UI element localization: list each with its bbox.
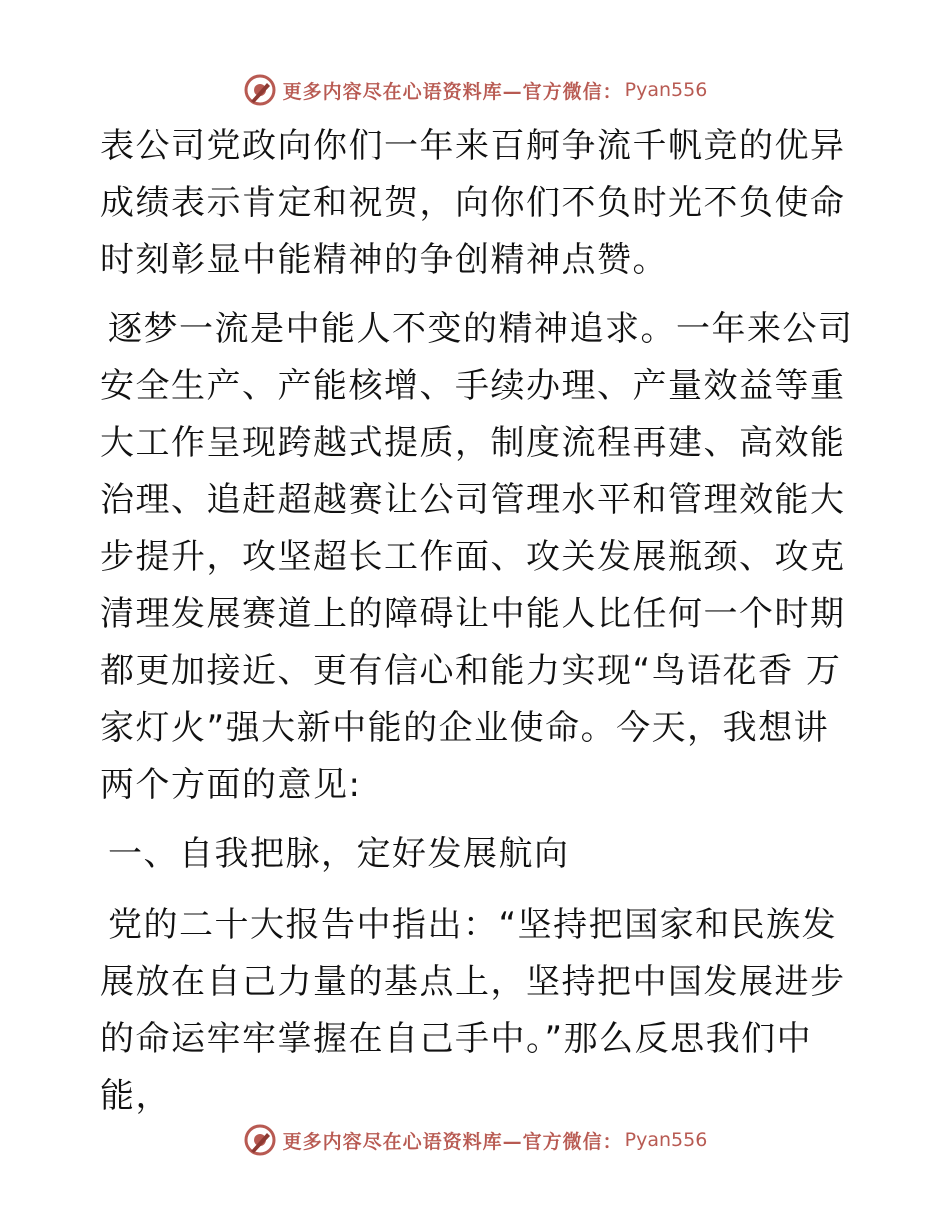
section-heading: 一、自我把脉，定好发展航向 bbox=[108, 834, 570, 874]
paragraph-1: 表公司党政向你们一年来百舸争流千帆竞的优异成绩表示肯定和祝贺，向你们不负时光不负使命时刻彰显中能精神的争创精神点赞。 bbox=[100, 126, 846, 280]
watermark-text: 更多内容尽在心语资料库—官方微信： bbox=[282, 80, 623, 103]
footer-watermark bbox=[0, 1120, 950, 1160]
paragraph-3: 党的二十大报告中指出：“坚持把国家和民族发展放在自己力量的基点上，坚持把中国发展进步的命运牢牢掌握在自己手中。”那么反思我们中能， bbox=[100, 905, 846, 1116]
brush-logo-icon bbox=[243, 1123, 277, 1157]
header-watermark bbox=[0, 70, 950, 110]
watermark-contact: Pyan556 bbox=[624, 79, 708, 101]
watermark-contact: Pyan556 bbox=[624, 1129, 708, 1151]
paragraph-2: 逐梦一流是中能人不变的精神追求。一年来公司安全生产、产能核增、手续办理、产量效益等重大工作呈现跨越式提质，制度流程再建、高效能治理、追赶超越赛让公司管理水平和管理效能大步提升，攻坚超长工作面、攻关发展瓶颈、攻克清理发展赛道上的障碍让中能人比任何一个时期都更加接近、更有信心和能力实现“鸟语花香 万家灯火”强大新中能的企业使命。今天，我想讲两个方面的意见: bbox=[100, 309, 854, 805]
document-body bbox=[100, 118, 860, 1137]
brush-logo-icon bbox=[243, 73, 277, 107]
watermark-text: 更多内容尽在心语资料库—官方微信： bbox=[282, 1130, 623, 1153]
